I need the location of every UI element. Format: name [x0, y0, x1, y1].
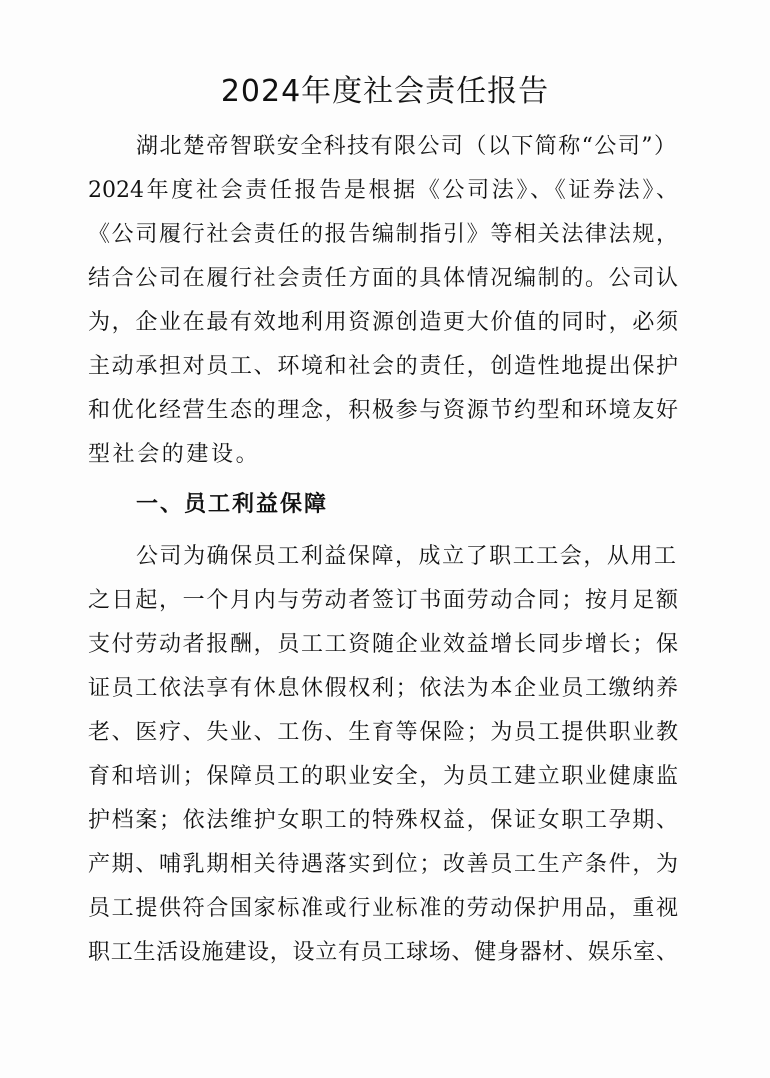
section-line: 老、医疗、失业、工伤、生育等保险；为员工提供职业教	[88, 720, 678, 745]
section-line: 公司为确保员工利益保障，成立了职工工会，从用工	[136, 544, 676, 569]
section-line: 之日起，一个月内与劳动者签订书面劳动合同；按月足额	[88, 588, 678, 613]
intro-line: 为，企业在最有效地利用资源创造更大价值的同时，必须	[88, 310, 678, 335]
document-title: 2024年度社会责任报告	[220, 74, 550, 109]
intro-line: 结合公司在履行社会责任方面的具体情况编制的。公司认	[88, 266, 678, 291]
section-heading: 一、员工利益保障	[136, 492, 329, 517]
section-line: 产期、哺乳期相关待遇落实到位；改善员工生产条件，为	[88, 852, 678, 877]
intro-line: 主动承担对员工、环境和社会的责任，创造性地提出保护	[88, 354, 678, 379]
section-line: 证员工依法享有休息休假权利；依法为本企业员工缴纳养	[88, 676, 678, 701]
section-line: 职工生活设施建设，设立有员工球场、健身器材、娱乐室、	[88, 940, 678, 965]
intro-line: 2024年度社会责任报告是根据《公司法》、《证券法》、	[88, 178, 678, 203]
intro-line: 湖北楚帝智联安全科技有限公司（以下简称“公司”）	[136, 134, 676, 159]
section-line: 育和培训；保障员工的职业安全，为员工建立职业健康监	[88, 764, 678, 789]
intro-line: 型社会的建设。	[88, 442, 261, 467]
section-line: 护档案；依法维护女职工的特殊权益，保证女职工孕期、	[88, 808, 678, 833]
section-line: 员工提供符合国家标准或行业标准的劳动保护用品，重视	[88, 896, 678, 921]
intro-line: 和优化经营生态的理念，积极参与资源节约型和环境友好	[88, 398, 678, 423]
intro-line: 《公司履行社会责任的报告编制指引》等相关法律法规，	[88, 222, 678, 247]
section-line: 支付劳动者报酬，员工工资随企业效益增长同步增长；保	[88, 632, 678, 657]
